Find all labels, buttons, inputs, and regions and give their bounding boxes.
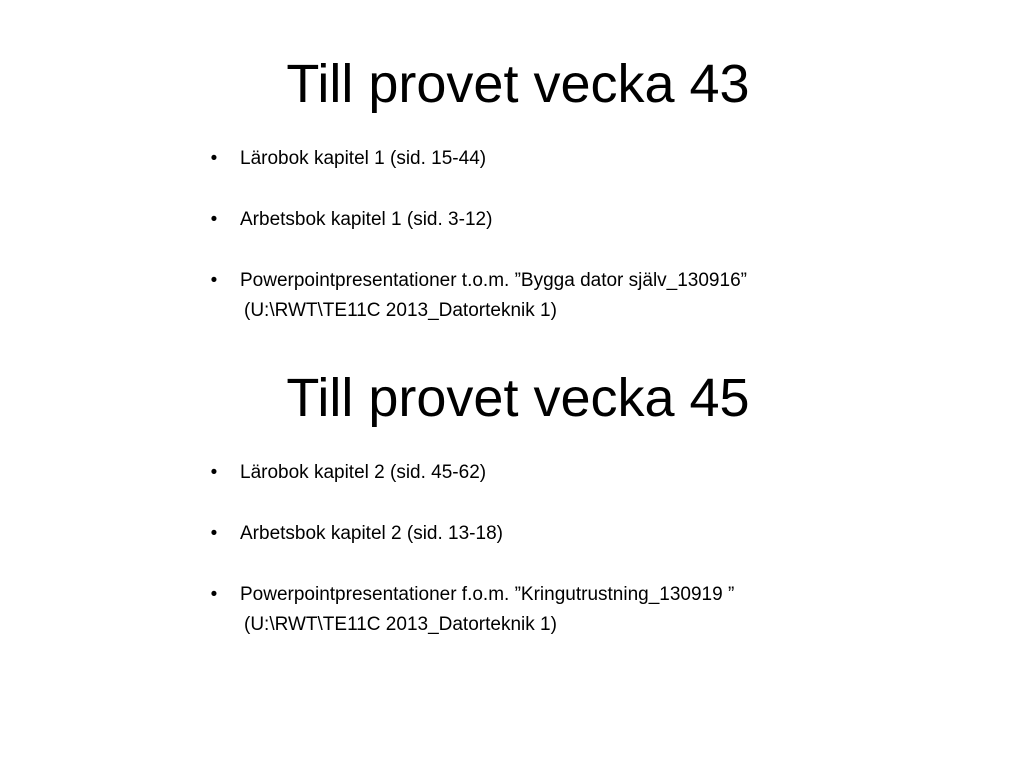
bullet-list-vecka-45 bbox=[208, 458, 968, 640]
list-item-text: Powerpointpresentationer t.o.m. ”Bygga dator själv_130916” bbox=[240, 270, 747, 291]
bullet-icon: • bbox=[210, 209, 218, 230]
list-item-text: Arbetsbok kapitel 2 (sid. 13-18) bbox=[240, 523, 503, 544]
section-title-vecka-43: Till provet vecka 43 bbox=[286, 54, 750, 114]
bullet-icon: • bbox=[210, 584, 218, 605]
bullet-list-vecka-43 bbox=[208, 144, 968, 326]
list-item bbox=[208, 144, 968, 174]
list-item bbox=[208, 205, 968, 235]
section-title-vecka-45: Till provet vecka 45 bbox=[286, 368, 750, 428]
list-item-text: Lärobok kapitel 1 (sid. 15-44) bbox=[240, 148, 487, 169]
bullet-icon: • bbox=[210, 462, 218, 483]
list-item bbox=[208, 458, 968, 488]
bullet-icon: • bbox=[210, 270, 218, 291]
bullet-icon: • bbox=[210, 523, 218, 544]
list-item-path: (U:\RWT\TE11C 2013_Datorteknik 1) bbox=[244, 614, 557, 635]
bullet-icon: • bbox=[210, 148, 218, 169]
list-item bbox=[208, 519, 968, 549]
list-item-text: Powerpointpresentationer f.o.m. ”Kringutrustning_130919 ” bbox=[240, 584, 735, 605]
list-item-path: (U:\RWT\TE11C 2013_Datorteknik 1) bbox=[244, 300, 557, 321]
list-item-text: Arbetsbok kapitel 1 (sid. 3-12) bbox=[240, 209, 493, 230]
list-item bbox=[208, 580, 968, 640]
list-item bbox=[208, 266, 968, 326]
list-item-text: Lärobok kapitel 2 (sid. 45-62) bbox=[240, 462, 487, 483]
